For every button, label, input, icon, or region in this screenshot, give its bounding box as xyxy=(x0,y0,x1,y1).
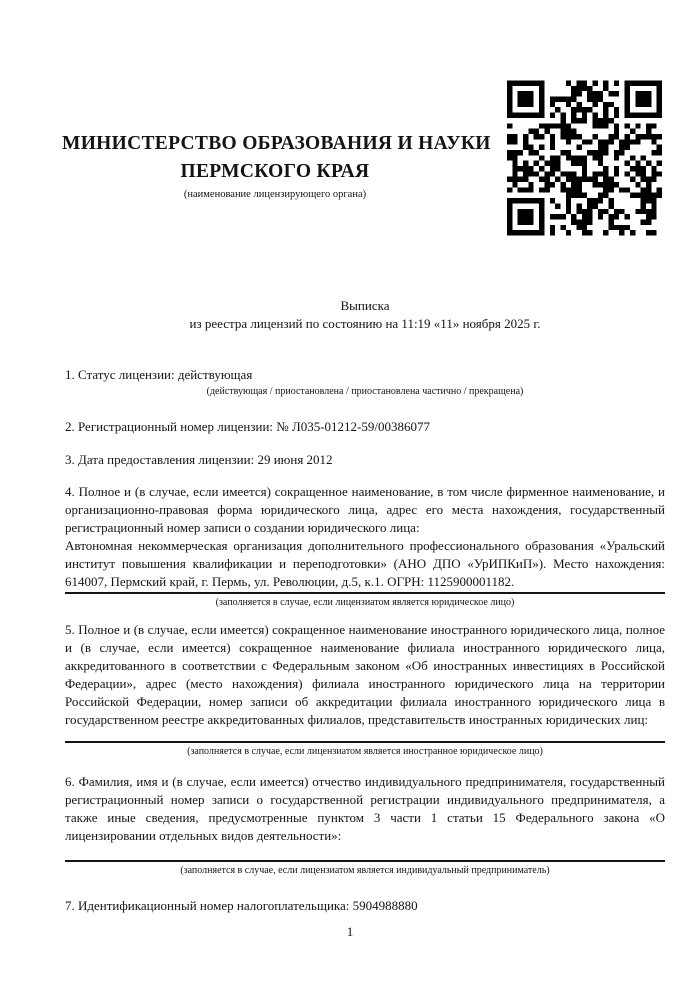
section-grant-date xyxy=(65,451,665,469)
entrepreneur-fill-line xyxy=(65,860,665,862)
entrepreneur-caption: (заполняется в случае, если лицензиатом является индивидуальный предприниматель) xyxy=(180,865,550,876)
foreign-entity-fill-line xyxy=(65,741,665,743)
section-license-status xyxy=(65,366,665,398)
legal-entity-statement: 4. Полное и (в случае, если имеется) сокращенное наименование, в том числе фирменное наименование, и организационно-правовая форма юридического лица, адрес его места нахождения, государственный регистрационный номер записи о создании юридического лица: xyxy=(65,484,665,535)
document-title-line1: Выписка xyxy=(340,298,390,313)
license-status-options-caption: (действующая / приостановлена / приостановлена частично / прекращена) xyxy=(206,386,524,397)
section-legal-entity xyxy=(65,483,665,609)
entrepreneur-statement: 6. Фамилия, имя и (в случае, если имеется) отчество индивидуального предпринимателя, государственный регистрационный номер записи о государственной регистрации индивидуального предпринимателя, а также иные сведения, предусмотренные пунктом 3 части 1 статьи 15 Федерального закона «О лицензировании отдельных видов деятельности»: xyxy=(65,774,665,843)
section-taxpayer-id xyxy=(65,897,665,915)
foreign-entity-statement: 5. Полное и (в случае, если имеется) сокращенное наименование иностранного юридического лица, полное и (в случае, если имеется) сокращенное наименование филиала иностранного юридического лица, аккредитованного в соответствии с Федеральным законом «Об иностранных инвестициях в Российской Федерации», адрес (место нахождения) филиала иностранного юридического лица на территории Российской Федерации, номер записи об аккредитации филиала иностранного юридического лица в государственном реестре аккредитованных филиалов, представительств иностранных юридических лиц: xyxy=(65,622,665,727)
licensing-authority-header xyxy=(62,130,491,200)
qr-code-image xyxy=(507,78,662,238)
ministry-name-line1: МИНИСТЕРСТВО ОБРАЗОВАНИЯ И НАУКИ xyxy=(62,133,491,154)
registration-number-text: 2. Регистрационный номер лицензии: № Л035-01212-59/00386077 xyxy=(65,419,431,434)
taxpayer-id-text: 7. Идентификационный номер налогоплательщика: 5904988880 xyxy=(65,898,418,913)
section-registration-number xyxy=(65,418,665,436)
section-foreign-entity xyxy=(65,621,665,758)
legal-entity-caption: (заполняется в случае, если лицензиатом является юридическое лицо) xyxy=(215,597,515,608)
legal-entity-value: Автономная некоммерческая организация дополнительного профессионального образования «Уральский институт повышения квалификации и переподготовки» (АНО ДПО «УрИПКиП»). Место нахождения: 614007, Пермский край, г. Пермь, ул. Революции, д.5, к.1. ОГРН: 1125900001182. xyxy=(65,538,665,589)
page-number: 1 xyxy=(346,924,354,939)
ministry-name-line2: ПЕРМСКОГО КРАЯ xyxy=(180,161,370,182)
licensing-authority-caption: (наименование лицензирующего органа) xyxy=(183,189,367,200)
license-status-text: 1. Статус лицензии: действующая xyxy=(65,367,253,382)
document-title xyxy=(65,297,665,333)
foreign-entity-caption: (заполняется в случае, если лицензиатом является иностранное юридическое лицо) xyxy=(187,746,543,757)
legal-entity-fill-line xyxy=(65,592,665,594)
qr-code xyxy=(507,78,662,238)
document-title-line2: из реестра лицензий по состоянию на 11:19 «11» ноября 2025 г. xyxy=(189,316,541,331)
grant-date-text: 3. Дата предоставления лицензии: 29 июня 2012 xyxy=(65,452,333,467)
section-entrepreneur xyxy=(65,773,665,877)
